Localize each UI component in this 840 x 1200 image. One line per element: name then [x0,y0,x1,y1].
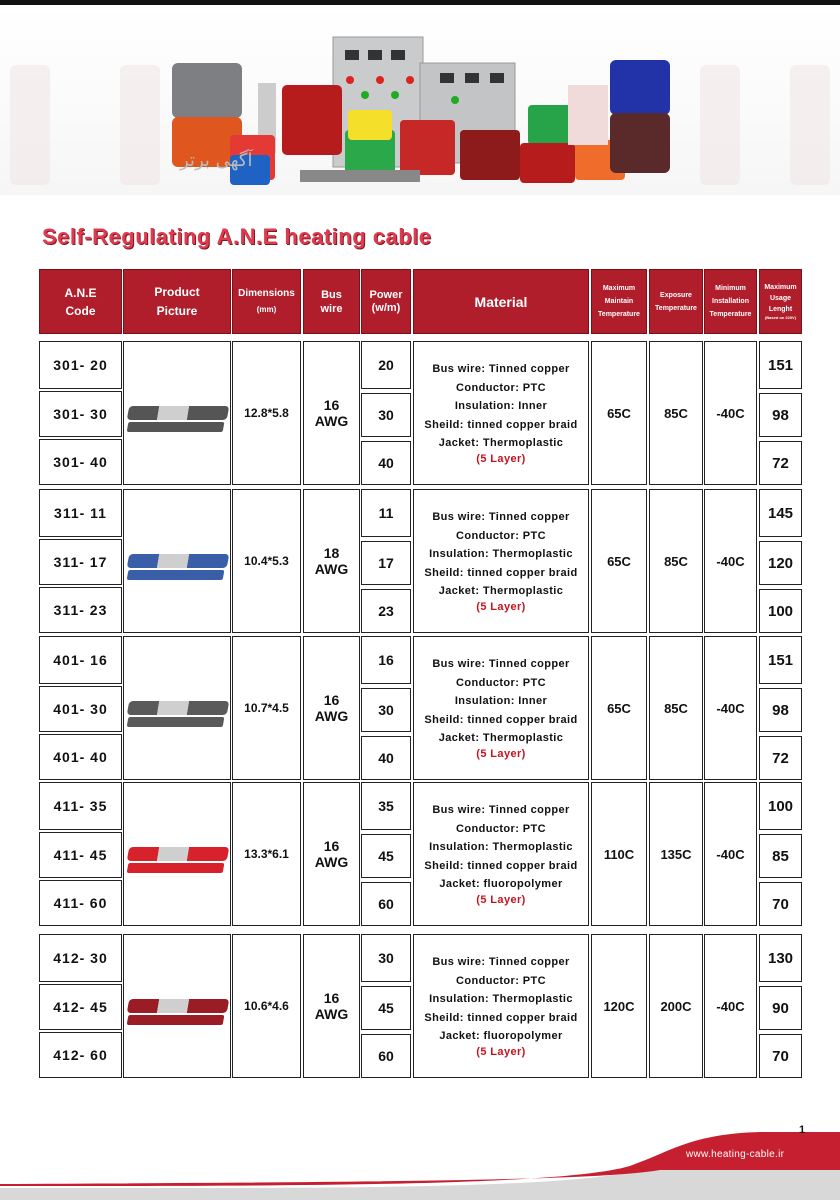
power-cell: 40 [361,441,411,485]
header-power-line1: Power [369,288,403,301]
max-maintain-temp-cell: 65C [591,489,647,633]
max-length-cell: 72 [759,441,802,485]
dimensions-cell: 10.4*5.3 [232,489,301,633]
header-max-length-line2: Usage [769,295,791,302]
max-length-cell: 100 [759,782,802,830]
max-length-cell: 100 [759,589,802,633]
max-length-cell: 90 [759,986,802,1030]
min-install-temp-cell: -40C [704,341,757,485]
material-line: Insulation: Inner [454,400,548,413]
material-line: Sheild: tinned copper braid [424,859,578,872]
header-max-maintain-line3: Temperature [598,311,640,318]
product-picture-cell [123,341,231,485]
header-dimensions-line2: (mm) [256,304,277,314]
bus-wire-gauge: 16 [323,397,340,413]
min-install-temp-cell: -40C [704,934,757,1078]
header-code-line2: Code [65,303,96,318]
power-cell: 45 [361,986,411,1030]
material-line: Bus wire: Tinned copper [432,804,570,817]
header-dimensions-line1: Dimensions [238,287,295,299]
product-code-cell: 412- 30 [39,934,122,982]
material-line: Bus wire: Tinned copper [432,956,570,969]
material-cell [413,934,589,1078]
material-line: Conductor: PTC [456,676,546,689]
product-code-cell: 412- 45 [39,984,122,1030]
power-cell: 30 [361,688,411,732]
max-maintain-temp-cell: 120C [591,934,647,1078]
power-cell: 17 [361,541,411,585]
max-length-cell: 98 [759,393,802,437]
material-line: Bus wire: Tinned copper [432,511,570,524]
bus-wire-cell [303,341,360,485]
bus-wire-unit: AWG [314,1006,349,1022]
exposure-temp-cell: 85C [649,489,703,633]
product-code-cell: 401- 40 [39,734,122,780]
max-maintain-temp-cell: 110C [591,782,647,926]
dimensions-cell: 10.7*4.5 [232,636,301,780]
layer-count: (5 Layer) [476,452,526,465]
layer-count: (5 Layer) [476,893,526,906]
header-picture-line1: Product [154,284,200,299]
material-line: Insulation: Thermoplastic [429,548,573,561]
bus-wire-gauge: 16 [323,990,340,1006]
product-code-cell: 311- 17 [39,539,122,585]
header-min-install [704,269,757,334]
bus-wire-unit: AWG [314,413,349,429]
material-line: Conductor: PTC [456,822,546,835]
cable-image [127,554,229,568]
header-exposure [649,269,703,334]
header-min-install-line1: Minimum [715,285,746,292]
header-min-install-line2: Installation [712,298,749,305]
header-picture [123,269,231,334]
header-max-maintain [591,269,647,334]
material-line: Insulation: Thermoplastic [429,993,573,1006]
material-line: Conductor: PTC [456,381,546,394]
layer-count: (5 Layer) [476,747,526,760]
max-length-cell: 98 [759,688,802,732]
footer-swoosh [0,1130,840,1200]
bus-wire-cell [303,489,360,633]
product-code-cell: 411- 60 [39,880,122,926]
min-install-temp-cell: -40C [704,489,757,633]
material-line: Jacket: Thermoplastic [438,437,564,450]
material-line: Insulation: Thermoplastic [429,841,573,854]
material-cell [413,636,589,780]
material-line: Conductor: PTC [456,974,546,987]
max-length-cell: 70 [759,1034,802,1078]
max-length-cell: 85 [759,834,802,878]
material-line: Jacket: fluoropolymer [439,1030,563,1043]
header-exposure-line1: Exposure [660,291,692,299]
dimensions-cell: 13.3*6.1 [232,782,301,926]
page-number: 1 [799,1124,806,1136]
footer-url: www.heating-cable.ir [686,1149,785,1160]
material-line: Sheild: tinned copper braid [424,418,578,431]
material-line: Conductor: PTC [456,529,546,542]
bus-wire-cell [303,934,360,1078]
exposure-temp-cell: 85C [649,341,703,485]
watermark-logo: آگهی برتر [180,150,253,171]
header-dimensions [232,269,301,334]
power-cell: 60 [361,882,411,926]
product-code-cell: 301- 20 [39,341,122,389]
header-max-length-line1: Maximum [764,284,797,291]
material-line: Sheild: tinned copper braid [424,566,578,579]
power-cell: 16 [361,636,411,684]
bus-wire-cell [303,636,360,780]
material-line: Bus wire: Tinned copper [432,658,570,671]
cable-image [127,999,229,1013]
max-maintain-temp-cell: 65C [591,636,647,780]
cable-image [127,701,229,715]
bus-wire-cell [303,782,360,926]
header-max-maintain-line1: Maximum [602,285,636,292]
product-code-cell: 311- 11 [39,489,122,537]
bus-wire-unit: AWG [314,854,349,870]
product-picture-cell [123,782,231,926]
cable-image [127,847,229,861]
material-line: Sheild: tinned copper braid [424,1011,578,1024]
product-code-cell: 401- 30 [39,686,122,732]
max-length-cell: 151 [759,636,802,684]
max-length-cell: 72 [759,736,802,780]
material-cell [413,341,589,485]
layer-count: (5 Layer) [476,600,526,613]
header-exposure-line2: Temperature [655,304,697,312]
header-bus-wire [303,269,360,334]
bus-wire-gauge: 18 [323,545,340,561]
header-power [361,269,411,334]
bus-wire-gauge: 16 [323,692,340,708]
power-cell: 23 [361,589,411,633]
power-cell: 20 [361,341,411,389]
material-line: Jacket: fluoropolymer [439,878,563,891]
header-code-line1: A.N.E [64,285,97,300]
product-code-cell: 411- 35 [39,782,122,830]
material-cell [413,782,589,926]
max-length-cell: 151 [759,341,802,389]
header-max-length-line3: Lenght [768,306,793,313]
exposure-temp-cell: 85C [649,636,703,780]
header-code [39,269,122,334]
header-picture-line2: Picture [156,303,198,318]
power-cell: 30 [361,393,411,437]
bus-wire-gauge: 16 [323,838,340,854]
header-material: Material [413,269,589,334]
max-length-cell: 130 [759,934,802,982]
power-cell: 11 [361,489,411,537]
exposure-temp-cell: 200C [649,934,703,1078]
max-length-cell: 120 [759,541,802,585]
page-title: Self-Regulating A.N.E heating cable [42,224,432,249]
header-max-maintain-line2: Maintain [604,298,634,305]
material-line: Sheild: tinned copper braid [424,713,578,726]
bus-wire-unit: AWG [314,708,349,724]
power-cell: 30 [361,934,411,982]
max-length-cell: 70 [759,882,802,926]
material-line: Bus wire: Tinned copper [432,363,570,376]
dimensions-cell: 10.6*4.6 [232,934,301,1078]
material-line: Insulation: Inner [454,695,548,708]
product-code-cell: 301- 40 [39,439,122,485]
min-install-temp-cell: -40C [704,782,757,926]
hero-product-photo [0,5,840,195]
header-power-line2: (w/m) [371,301,401,314]
power-cell: 40 [361,736,411,780]
header-bus-wire-line2: wire [320,302,343,315]
power-cell: 35 [361,782,411,830]
power-cell: 45 [361,834,411,878]
header-max-length-line4: (Based on 220V) [764,315,797,320]
material-line: Jacket: Thermoplastic [438,585,564,598]
product-picture-cell [123,934,231,1078]
product-code-cell: 401- 16 [39,636,122,684]
header-bus-wire-line1: Bus [321,288,342,301]
exposure-temp-cell: 135C [649,782,703,926]
product-code-cell: 301- 30 [39,391,122,437]
power-cell: 60 [361,1034,411,1078]
bus-wire-unit: AWG [314,561,349,577]
max-length-cell: 145 [759,489,802,537]
header-min-install-line3: Temperature [709,311,752,318]
min-install-temp-cell: -40C [704,636,757,780]
dimensions-cell: 12.8*5.8 [232,341,301,485]
product-code-cell: 411- 45 [39,832,122,878]
header-max-length [759,269,802,334]
product-picture-cell [123,489,231,633]
material-cell [413,489,589,633]
product-picture-cell [123,636,231,780]
material-line: Jacket: Thermoplastic [438,732,564,745]
cable-image [127,406,229,420]
layer-count: (5 Layer) [476,1045,526,1058]
hero-illustration [0,5,840,195]
max-maintain-temp-cell: 65C [591,341,647,485]
product-code-cell: 311- 23 [39,587,122,633]
product-code-cell: 412- 60 [39,1032,122,1078]
